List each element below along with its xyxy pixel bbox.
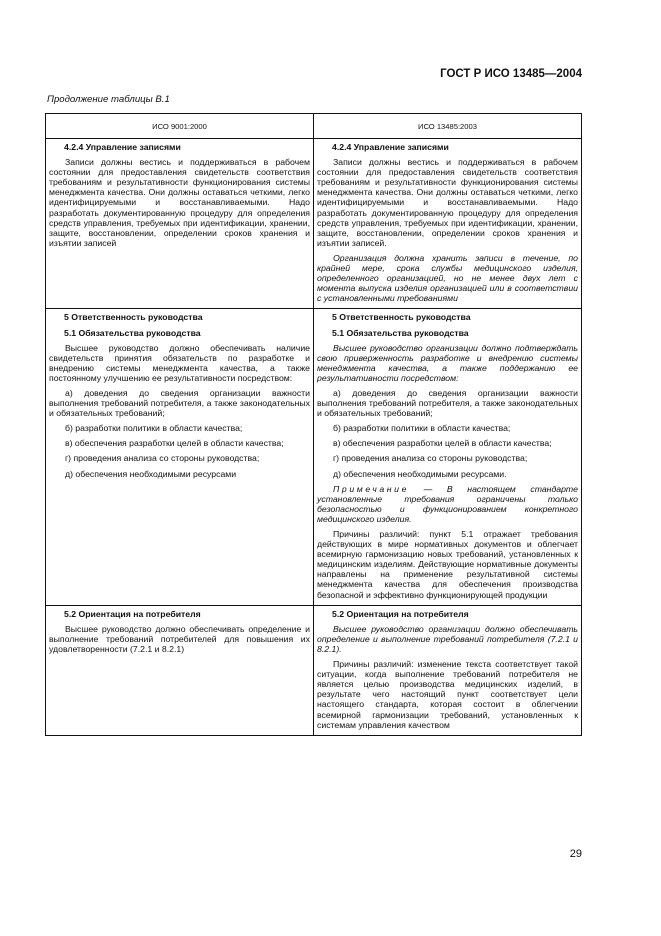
note-label: Примечание — [333, 483, 410, 494]
table-row-4-2-4 — [46, 139, 582, 309]
comparison-table — [45, 113, 582, 736]
table-row-5-1 — [46, 309, 582, 605]
paragraph: Высшее руководство должно обеспечивать определение и выполнение требований потребителей для повышения их удовлетворенности (7.2.1 и 8.2.1) — [49, 623, 310, 654]
paragraph: Записи должны вестись и поддерживаться в рабочем состоянии для предоставления свидетельств соответствия требованиям и результативности функционирования системы менеджмента качества. Они должны оставаться четкими, легко идентифицируемыми и восстанавливаемыми. Надо разработать документированную процедуру для определения средств управления, требуемых при идентификации, хранении, защите, восстановлении, определении сроков хранения и изъятии записей. — [317, 157, 578, 248]
list-item: г) проведения анализа со стороны руководства; — [333, 453, 528, 464]
note — [317, 484, 578, 524]
cell-right-5-1 — [314, 309, 582, 605]
page-number: 29 — [569, 848, 582, 860]
list-item: б) разработки политики в области качества; — [65, 423, 243, 434]
paragraph: Высшее руководство организации должно подтверждать свою приверженность разработке и внедрению системы менеджмента качества, а также поддержанию ее результативности посредством: — [317, 342, 578, 383]
list-item: в) обеспечения разработки целей в области качества; — [333, 438, 552, 449]
subsection-heading: 5.2 Ориентация на потребителя — [332, 608, 469, 619]
subsection-heading: 5.2 Ориентация на потребителя — [64, 608, 201, 619]
list-item: в) обеспечения разработки целей в области качества; — [65, 438, 284, 449]
subsection-heading: 5.1 Обязательства руководства — [332, 327, 469, 338]
subsection-heading: 5.1 Обязательства руководства — [64, 327, 201, 338]
list-item: д) обеспечения необходимыми ресурсами. — [333, 468, 507, 479]
cell-left-5-1 — [46, 309, 314, 605]
reason-paragraph: Причины различий: пункт 5.1 отражает требования действующих в мире нормативных документов и облегчает всемирную гармонизацию новых требований, установленных к медицинским изделиям. Действующие нормативные документы направлены на применение результативной системы менеджмента качества для обеспечения производства безопасной и эффективно функционирующей продукции — [317, 529, 578, 600]
list-item: а) доведения до сведения организации важности выполнения требований потребителя, а также законодательных и обязательных требований; — [49, 387, 310, 419]
cell-right-4-2-4 — [314, 139, 582, 309]
list-item: г) проведения анализа со стороны руководства; — [65, 453, 260, 464]
section-heading: 4.2.4 Управление записями — [64, 142, 181, 152]
section-heading: 5 Ответственность руководства — [332, 312, 471, 323]
paragraph: Высшее руководство должно обеспечивать наличие свидетельств принятия обязательств по разработке и внедрению системы менеджмента качества, а также постоянному улучшению ее результативности посредством: — [49, 342, 310, 383]
paragraph: Записи должны вестись и поддерживаться в рабочем состоянии для предоставления свидетельств соответствия требованиям и результативности функционирования системы менеджмента качества. Они должны оставаться четкими, легко идентифицируемыми и восстанавливаемыми. Надо разработать документированную процедуру для определения средств управления, требуемых при идентификации, хранении, защите, восстановлении, определении сроков хранения и изъятии записей — [49, 157, 310, 248]
paragraph: Высшее руководство организации должно обеспечивать определение и выполнение требований потребителя (7.2.1 и 8.2.1). — [317, 623, 578, 654]
column-header-iso13485: ИСО 13485:2003 — [314, 114, 582, 139]
cell-right-5-2 — [314, 605, 582, 735]
table-caption: Продолжение таблицы В.1 — [47, 94, 170, 105]
table-header-row — [46, 114, 582, 139]
list-item: д) обеспечения необходимыми ресурсами — [65, 468, 237, 479]
note-text: — В настоящем стандарте установленные требования ограничены только безопасностью и функционированием конкретного медицинского изделия. — [317, 483, 578, 524]
list-item: б) разработки политики в области качества; — [333, 423, 511, 434]
column-header-iso9001: ИСО 9001:2000 — [46, 114, 314, 139]
section-heading: 5 Ответственность руководства — [64, 312, 203, 323]
table-row-5-2 — [46, 605, 582, 735]
list-item: а) доведения до сведения организации важности выполнения требований потребителя, а также законодательных и обязательных требований; — [317, 387, 578, 419]
added-requirement-paragraph: Организация должна хранить записи в течение, по крайней мере, срока службы медицинского изделия, определенного организацией, но не менее двух лет с момента выпуска изделия организацией или в соответствии с установленными требованиями — [317, 252, 578, 304]
document-code: ГОСТ Р ИСО 13485—2004 — [440, 68, 582, 80]
cell-left-5-2 — [46, 605, 314, 735]
section-heading: 4.2.4 Управление записями — [332, 142, 449, 152]
reason-paragraph: Причины различий: изменение текста соответствует такой ситуации, когда выполнение требований потребителя не является целью производства медицинских изделий, в результате чего настоящий пункт соответствует цели настоящего стандарта, которая состоит в облегчении всемирной гармонизации требований, установленных к системам управления качеством — [317, 659, 578, 730]
cell-left-4-2-4 — [46, 139, 314, 309]
